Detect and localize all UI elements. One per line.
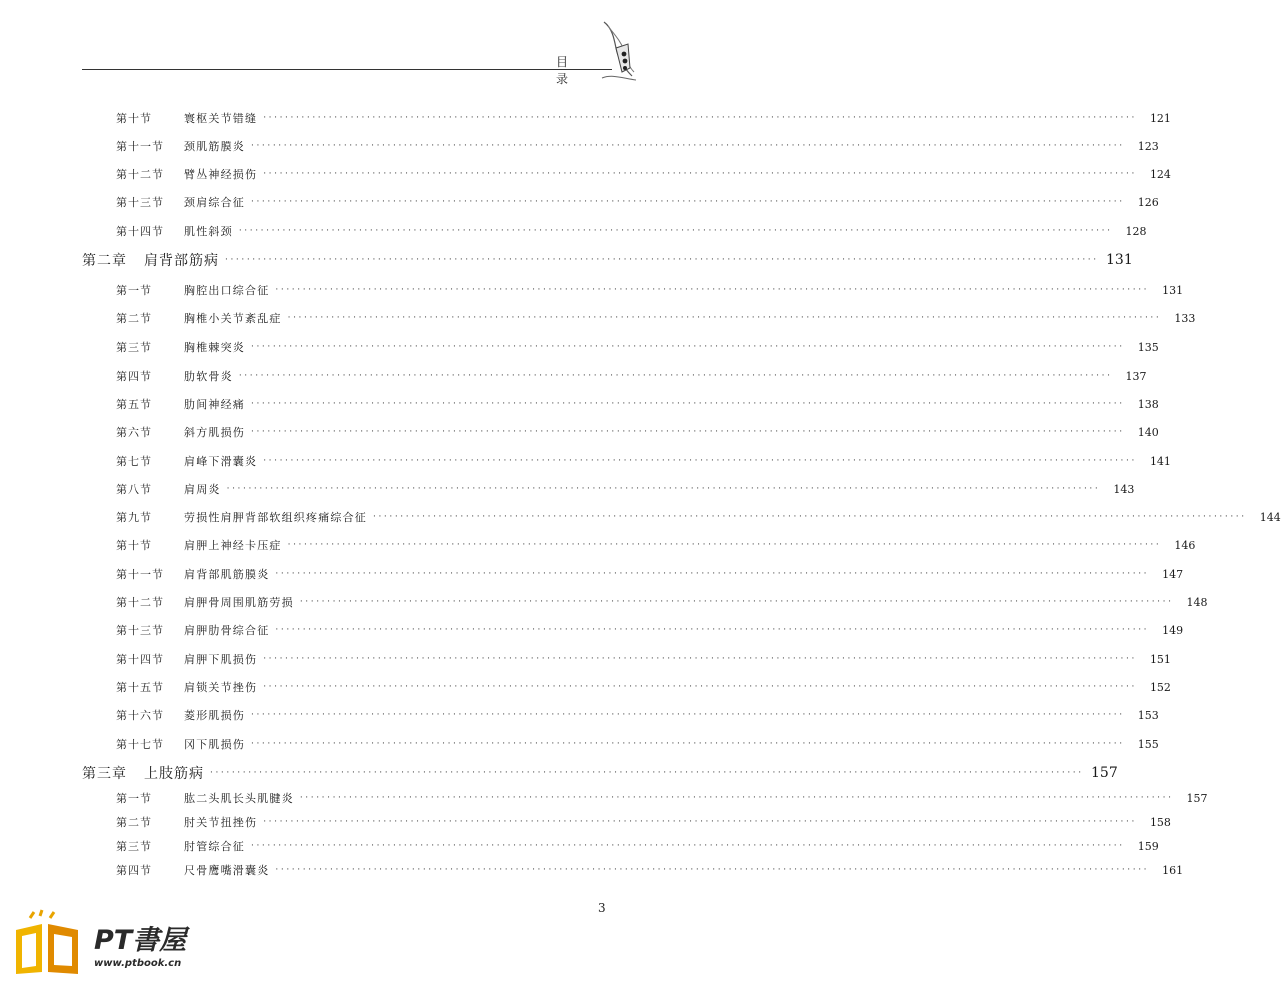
corner-ornament-icon	[598, 18, 638, 82]
toc-section-row	[0, 563, 1184, 585]
toc-section-row	[0, 591, 1208, 613]
chapter-number: 第二章	[82, 253, 127, 269]
section-title: 肌性斜颈	[184, 225, 233, 238]
section-number: 第一节	[116, 284, 152, 297]
page-ref: 146	[1174, 538, 1196, 552]
dot-leader: ································································································································································	[263, 654, 1137, 664]
dot-leader: ································································································································································	[287, 313, 1162, 323]
toc-section-row	[0, 787, 1208, 809]
page-ref: 121	[1149, 111, 1171, 125]
page-ref: 133	[1174, 311, 1196, 325]
section-title: 寰枢关节错缝	[184, 112, 258, 125]
toc-section-row	[0, 393, 1159, 415]
toc-section-row	[0, 220, 1147, 242]
toc-section-row	[0, 648, 1171, 670]
chapter-title: 肩背部筋病	[144, 253, 219, 269]
dot-leader: ································································································································································	[251, 427, 1125, 437]
page-ref: 144	[1259, 510, 1281, 524]
toc-section-row	[0, 135, 1159, 157]
section-number: 第四节	[116, 370, 152, 383]
toc-section-row	[0, 450, 1171, 472]
dot-leader: ································································································································································	[210, 768, 1084, 778]
section-title: 肩胛骨周围肌筋劳损	[184, 596, 294, 609]
toc-chapter-row	[0, 762, 1118, 784]
dot-leader: ································································································································································	[299, 793, 1174, 803]
watermark-brand: PT書屋	[94, 925, 187, 956]
toc-section-row	[0, 279, 1184, 301]
section-number: 第十五节	[116, 681, 164, 694]
section-title: 肘管综合征	[184, 840, 245, 853]
section-title: 肩胛肋骨综合征	[184, 624, 270, 637]
dot-leader: ································································································································································	[373, 512, 1247, 522]
section-title: 劳损性肩胛背部软组织疼痛综合征	[184, 511, 367, 524]
section-number: 第十二节	[116, 168, 164, 181]
dot-leader: ································································································································································	[238, 226, 1113, 236]
dot-leader: ································································································································································	[251, 342, 1125, 352]
header-rule	[82, 69, 612, 70]
page-ref: 149	[1162, 623, 1184, 637]
dot-leader: ································································································································································	[275, 865, 1150, 875]
chapter-title: 上肢筋病	[144, 766, 204, 782]
toc-section-row	[0, 704, 1159, 726]
page-ref: 140	[1137, 425, 1159, 439]
toc-section-row	[0, 835, 1159, 857]
section-title: 肩胛下肌损伤	[184, 653, 258, 666]
toc-section-row	[0, 619, 1184, 641]
toc-section-row	[0, 307, 1196, 329]
toc-section-row	[0, 336, 1159, 358]
section-title: 颈肌筋膜炎	[184, 140, 245, 153]
section-number: 第十一节	[116, 568, 164, 581]
toc-section-row	[0, 365, 1147, 387]
page-ref: 157	[1186, 791, 1208, 805]
page-ref: 155	[1137, 737, 1159, 751]
page-ref: 141	[1149, 454, 1171, 468]
page-ref: 147	[1162, 567, 1184, 581]
section-number: 第十二节	[116, 596, 164, 609]
chapter-number: 第三章	[82, 766, 127, 782]
dot-leader: ································································································································································	[251, 710, 1125, 720]
book-logo-icon	[12, 912, 86, 976]
section-title: 尺骨鹰嘴滑囊炎	[184, 864, 270, 877]
section-title: 冈下肌损伤	[184, 738, 245, 751]
dot-leader: ································································································································································	[287, 540, 1162, 550]
dot-leader: ································································································································································	[299, 597, 1174, 607]
toc-section-row	[0, 107, 1171, 129]
page-ref: 148	[1186, 595, 1208, 609]
section-title: 肋软骨炎	[184, 370, 233, 383]
page-ref: 126	[1137, 195, 1159, 209]
section-number: 第十六节	[116, 709, 164, 722]
page-ref: 153	[1137, 708, 1159, 722]
page-ref: 159	[1137, 839, 1159, 853]
page-ref: 137	[1125, 369, 1147, 383]
dot-leader: ································································································································································	[275, 285, 1150, 295]
dot-leader: ································································································································································	[225, 255, 1099, 265]
section-number: 第十一节	[116, 140, 164, 153]
section-number: 第五节	[116, 398, 152, 411]
section-title: 肩背部肌筋膜炎	[184, 568, 270, 581]
dot-leader: ································································································································································	[238, 371, 1113, 381]
section-title: 肩周炎	[184, 483, 221, 496]
section-number: 第一节	[116, 792, 152, 805]
section-title: 臂丛神经损伤	[184, 168, 258, 181]
dot-leader: ································································································································································	[251, 399, 1125, 409]
section-number: 第六节	[116, 426, 152, 439]
section-number: 第十节	[116, 539, 152, 552]
dot-leader: ································································································································································	[263, 817, 1137, 827]
section-number: 第十三节	[116, 624, 164, 637]
section-title: 斜方肌损伤	[184, 426, 245, 439]
page-ref: 158	[1149, 815, 1171, 829]
toc-chapter-row	[0, 249, 1133, 271]
section-number: 第二节	[116, 312, 152, 325]
dot-leader: ································································································································································	[263, 456, 1137, 466]
section-title: 颈肩综合征	[184, 196, 245, 209]
page-ref: 152	[1149, 680, 1171, 694]
toc-section-row	[0, 506, 1281, 528]
section-number: 第十四节	[116, 225, 164, 238]
page-ref: 123	[1137, 139, 1159, 153]
page-ref: 151	[1149, 652, 1171, 666]
toc-section-row	[0, 163, 1171, 185]
section-number: 第七节	[116, 455, 152, 468]
toc-section-row	[0, 811, 1171, 833]
page-ref: 124	[1149, 167, 1171, 181]
page-ref: 128	[1125, 224, 1147, 238]
section-number: 第十四节	[116, 653, 164, 666]
toc-section-row	[0, 676, 1171, 698]
watermark-url: www.ptbook.cn	[94, 958, 182, 969]
section-title: 菱形肌损伤	[184, 709, 245, 722]
page-ref: 138	[1137, 397, 1159, 411]
toc-section-row	[0, 421, 1159, 443]
section-title: 肩锁关节挫伤	[184, 681, 258, 694]
section-number: 第二节	[116, 816, 152, 829]
page-ref: 143	[1113, 482, 1135, 496]
dot-leader: ································································································································································	[275, 569, 1150, 579]
section-title: 胸椎棘突炎	[184, 341, 245, 354]
section-number: 第四节	[116, 864, 152, 877]
page-ref: 131	[1162, 283, 1184, 297]
toc-section-row	[0, 191, 1159, 213]
dot-leader: ································································································································································	[275, 625, 1150, 635]
watermark-logo	[12, 908, 212, 980]
page-ref: 157	[1091, 765, 1118, 781]
section-title: 肘关节扭挫伤	[184, 816, 258, 829]
section-title: 肱二头肌长头肌腱炎	[184, 792, 294, 805]
section-number: 第三节	[116, 840, 152, 853]
section-number: 第三节	[116, 341, 152, 354]
toc-section-row	[0, 733, 1159, 755]
section-title: 胸腔出口综合征	[184, 284, 270, 297]
page-ref: 135	[1137, 340, 1159, 354]
section-number: 第十七节	[116, 738, 164, 751]
dot-leader: ································································································································································	[263, 682, 1137, 692]
dot-leader: ································································································································································	[251, 841, 1125, 851]
dot-leader: ································································································································································	[251, 141, 1125, 151]
page-ref: 131	[1106, 252, 1133, 268]
section-number: 第十节	[116, 112, 152, 125]
section-title: 胸椎小关节紊乱症	[184, 312, 282, 325]
dot-leader: ································································································································································	[251, 739, 1125, 749]
toc-section-row	[0, 534, 1196, 556]
section-number: 第九节	[116, 511, 152, 524]
section-number: 第十三节	[116, 196, 164, 209]
toc-section-row	[0, 859, 1184, 881]
section-title: 肋间神经痛	[184, 398, 245, 411]
running-header-label: 目录	[556, 55, 583, 86]
page-number: 3	[598, 901, 606, 915]
dot-leader: ································································································································································	[226, 484, 1101, 494]
section-title: 肩胛上神经卡压症	[184, 539, 282, 552]
toc-section-row	[0, 478, 1135, 500]
page-ref: 161	[1162, 863, 1184, 877]
dot-leader: ································································································································································	[251, 197, 1125, 207]
dot-leader: ································································································································································	[263, 169, 1137, 179]
section-title: 肩峰下滑囊炎	[184, 455, 258, 468]
section-number: 第八节	[116, 483, 152, 496]
dot-leader: ································································································································································	[263, 113, 1137, 123]
